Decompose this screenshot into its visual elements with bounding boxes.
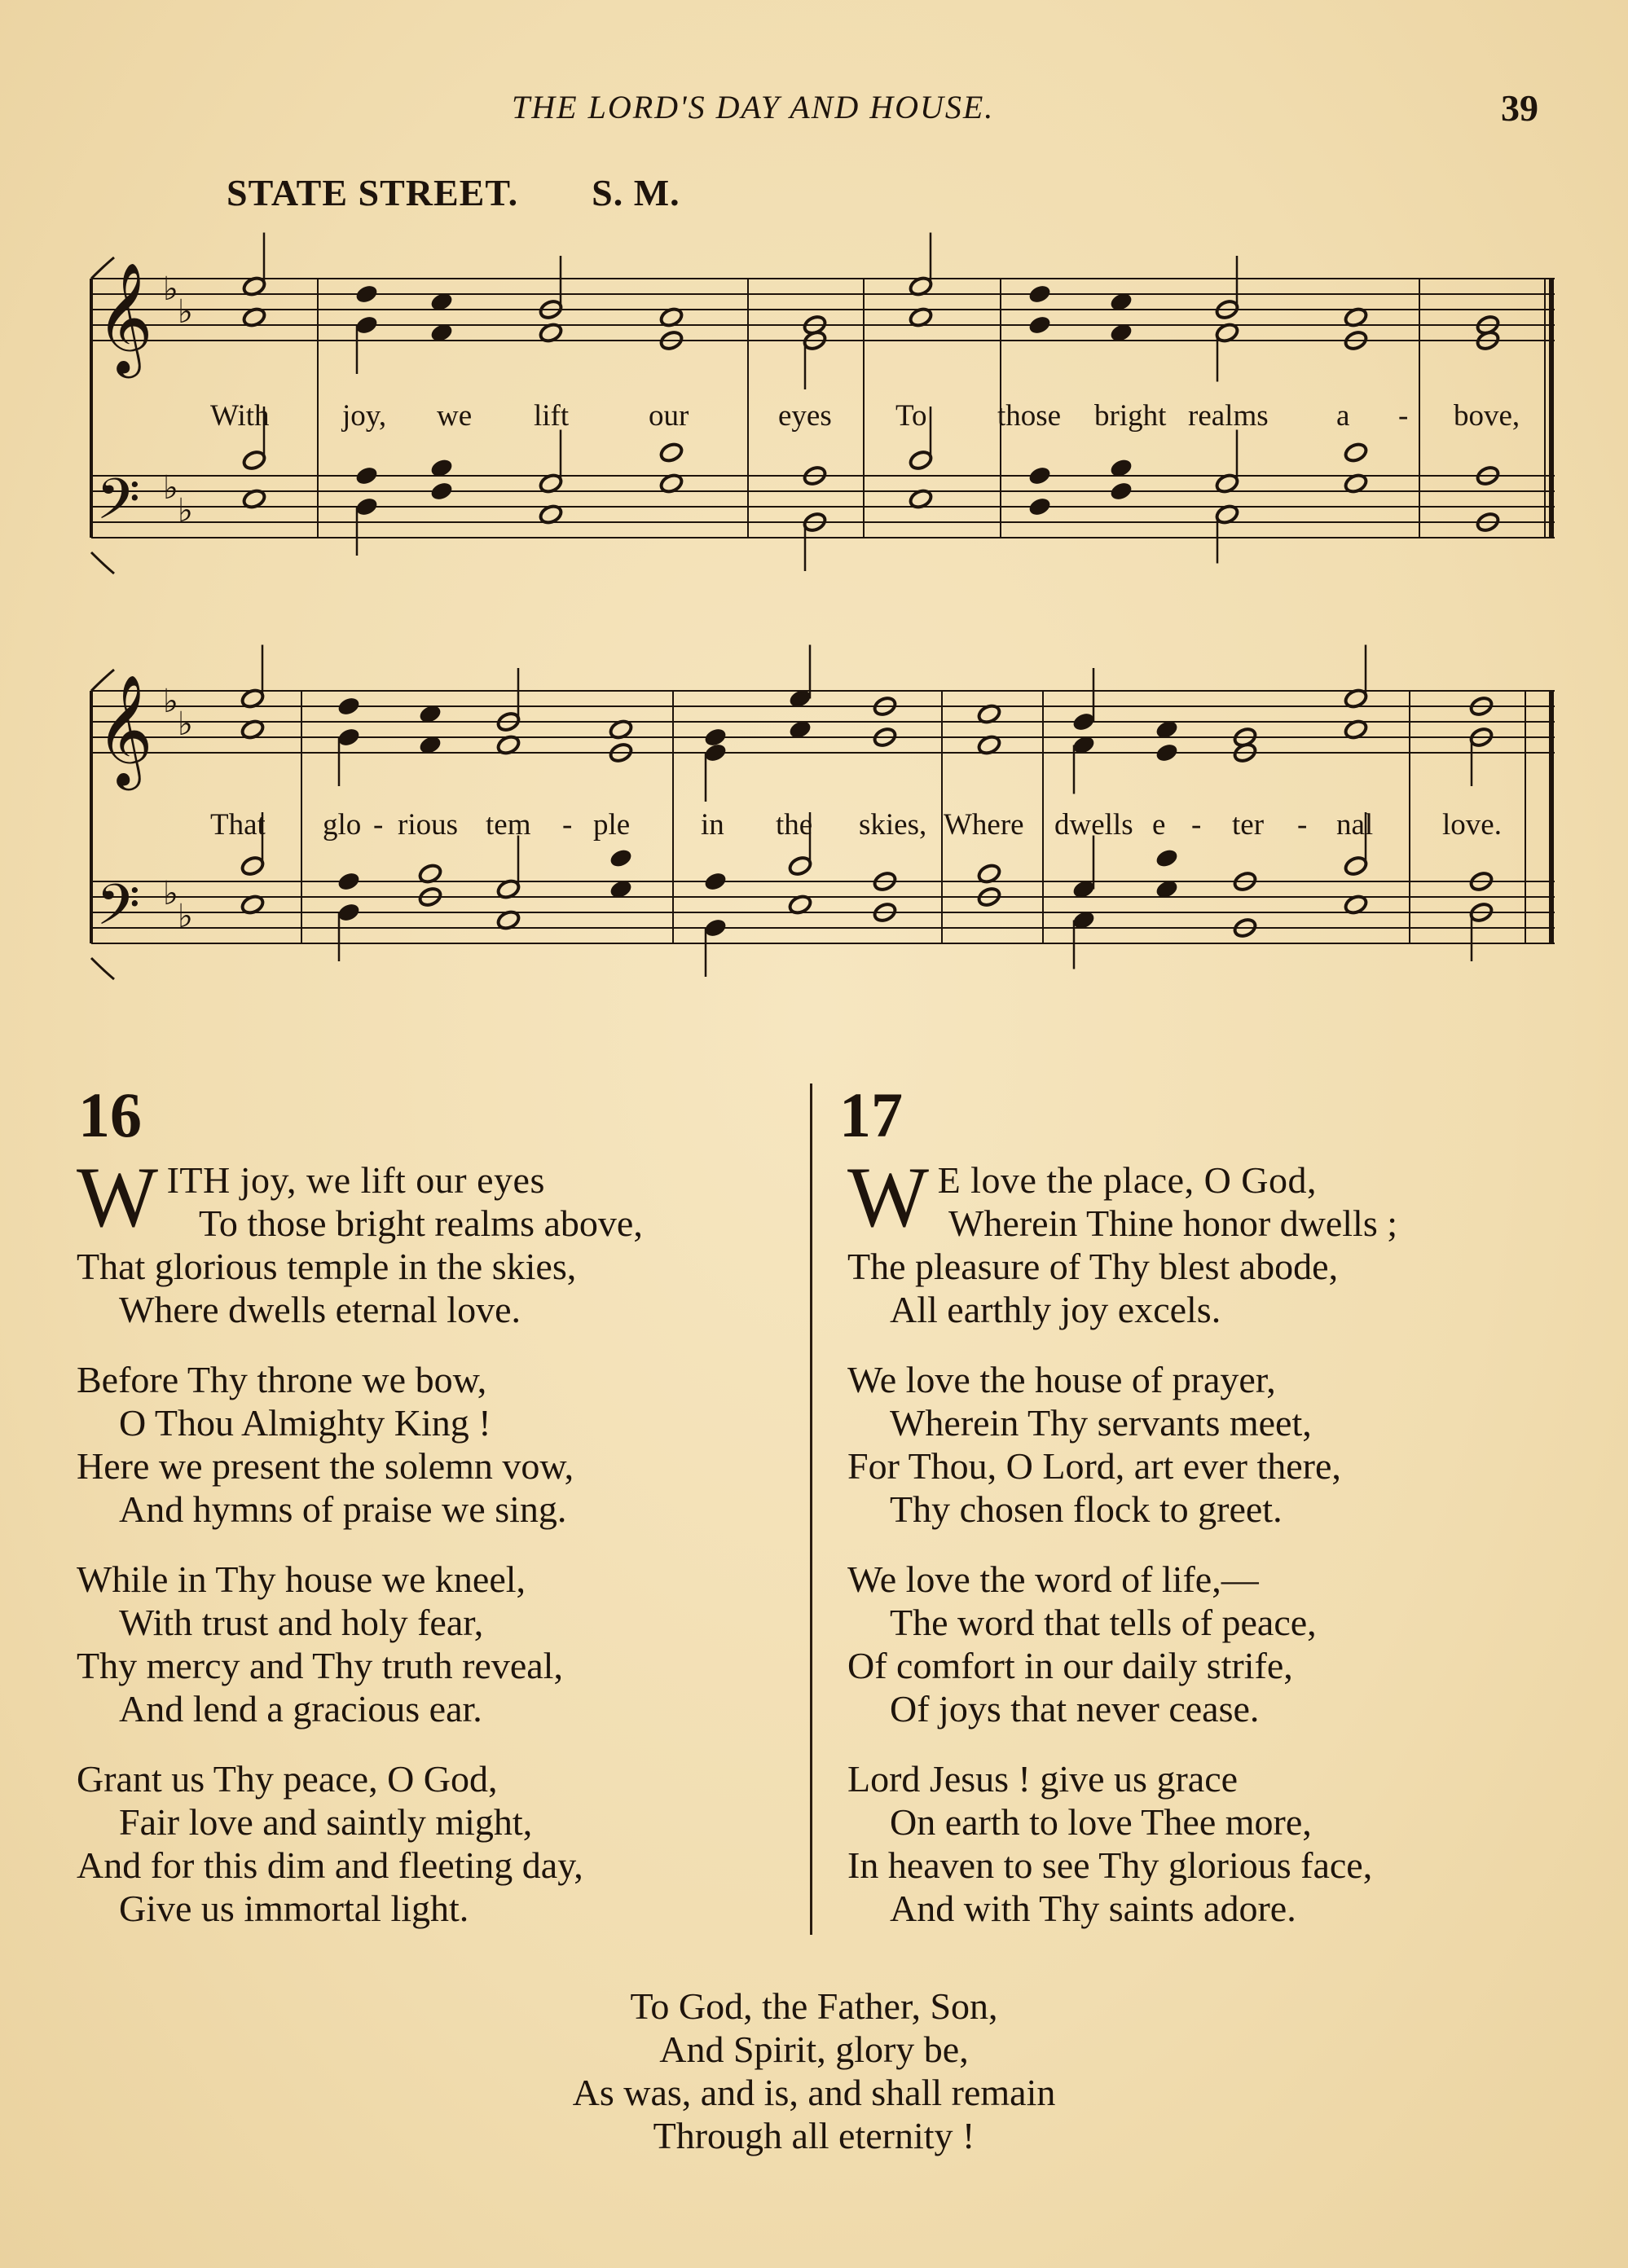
running-title: THE LORD'S DAY AND HOUSE. xyxy=(512,89,995,125)
verse-line: And for this dim and fleeting day, xyxy=(77,1844,583,1886)
lyric-syllable: dwells xyxy=(1054,808,1133,842)
quarter-note xyxy=(1027,314,1052,336)
verse-line-text: E love the place, O God, xyxy=(937,1159,1318,1201)
flat-sign: ♭ xyxy=(163,683,178,720)
lyric-syllable: rious xyxy=(398,808,458,842)
lyric-syllable: ter xyxy=(1232,808,1265,842)
hymn-17-text xyxy=(847,1149,1597,1957)
lyric-syllable: love. xyxy=(1442,808,1502,842)
doxology-line: Through all eternity ! xyxy=(653,2115,975,2156)
verse-line: Thy chosen flock to greet. xyxy=(890,1488,1283,1530)
verse-line: That glorious temple in the skies, xyxy=(77,1246,577,1287)
lyric-syllable: lift xyxy=(534,399,570,433)
quarter-note xyxy=(336,695,361,717)
lyric-syllable: Where xyxy=(944,808,1024,842)
half-note xyxy=(1343,442,1368,464)
verse-line: Grant us Thy peace, O God, xyxy=(77,1758,498,1800)
quarter-note xyxy=(354,283,379,305)
stanza xyxy=(847,1149,1597,1331)
lyric-syllable: ple xyxy=(593,808,631,842)
lyric-syllable: we xyxy=(437,399,473,433)
verse-line: And with Thy saints adore. xyxy=(890,1888,1296,1929)
system2-lyrics xyxy=(210,808,1502,842)
verse-line: While in Thy house we kneel, xyxy=(77,1558,526,1600)
lyric-syllable: a xyxy=(1336,399,1350,433)
verse-line: And hymns of praise we sing. xyxy=(119,1488,567,1530)
lyric-syllable: skies, xyxy=(859,808,927,842)
doxology-line: As was, and is, and shall remain xyxy=(572,2072,1056,2113)
verse-line: The word that tells of peace, xyxy=(890,1602,1317,1643)
lyric-syllable: With xyxy=(210,399,270,433)
music-score xyxy=(0,0,1628,1043)
verse-line: We love the house of prayer, xyxy=(847,1359,1276,1400)
quarter-note xyxy=(1154,847,1179,869)
lyric-syllable: bove, xyxy=(1454,399,1520,433)
quarter-note xyxy=(608,847,633,869)
stanza xyxy=(77,1149,802,1331)
verse-line: On earth to love Thee more, xyxy=(890,1801,1312,1843)
doxology xyxy=(0,1984,1628,2157)
drop-cap: W xyxy=(847,1149,930,1245)
lyric-syllable: realms xyxy=(1188,399,1269,433)
verse-line: Of comfort in our daily strife, xyxy=(847,1645,1293,1686)
flat-sign: ♭ xyxy=(178,293,193,331)
lyric-syllable: eyes xyxy=(778,399,832,433)
lyric-syllable: - xyxy=(1297,808,1308,842)
hymn-number: 17 xyxy=(839,1079,903,1150)
doxology-line: And Spirit, glory be, xyxy=(659,2028,969,2070)
flat-sign: ♭ xyxy=(178,492,193,530)
stanza xyxy=(847,1757,1597,1930)
flat-sign: ♭ xyxy=(163,875,178,912)
verse-line: Fair love and saintly might, xyxy=(119,1801,533,1843)
stanza xyxy=(77,1757,802,1930)
staff-lines xyxy=(91,279,1555,943)
quarter-note xyxy=(1154,741,1179,763)
lyric-syllable: - xyxy=(562,808,573,842)
lyric-syllable: bright xyxy=(1094,399,1167,433)
bass-clef: 𝄢 xyxy=(96,872,141,952)
verse-line: Where dwells eternal love. xyxy=(119,1289,521,1330)
verse-line: In heaven to see Thy glorious face, xyxy=(847,1844,1373,1886)
verse-line: To those bright realms above, xyxy=(199,1202,643,1244)
quarter-note xyxy=(1027,495,1052,517)
lyric-syllable: those xyxy=(997,399,1062,433)
flat-sign: ♭ xyxy=(163,469,178,507)
half-note xyxy=(658,442,684,464)
verse-line: Of joys that never cease. xyxy=(890,1688,1260,1730)
quarter-note xyxy=(336,870,361,892)
tune-name: STATE STREET. xyxy=(227,172,519,213)
verse-line: For Thou, O Lord, art ever there, xyxy=(847,1445,1341,1487)
lyric-syllable: e xyxy=(1152,808,1166,842)
flat-sign: ♭ xyxy=(178,898,193,935)
lyric-syllable: - xyxy=(373,808,384,842)
lyric-syllable: nal xyxy=(1336,808,1374,842)
verse-line: Thy mercy and Thy truth reveal, xyxy=(77,1645,563,1686)
verse-line: The pleasure of Thy blest abode, xyxy=(847,1246,1339,1287)
stanza xyxy=(847,1558,1597,1730)
verse-line: Wherein Thy servants meet, xyxy=(890,1402,1312,1444)
verse-line: We love the word of life,— xyxy=(847,1558,1259,1600)
system-brace-bottom xyxy=(91,552,114,574)
verse-line: Give us immortal light. xyxy=(119,1888,469,1929)
lyric-syllable: our xyxy=(649,399,689,433)
page-number: 39 xyxy=(1501,87,1538,129)
barlines xyxy=(91,257,1551,979)
hymn-number: 16 xyxy=(78,1079,142,1150)
quarter-note xyxy=(1108,480,1133,502)
lyric-syllable: in xyxy=(701,808,724,842)
notes xyxy=(240,233,1500,978)
system-brace-bottom xyxy=(91,958,114,979)
lyric-syllable: - xyxy=(1191,808,1202,842)
stanza xyxy=(77,1558,802,1730)
verse-line: With trust and holy fear, xyxy=(119,1602,484,1643)
verse-line: And lend a gracious ear. xyxy=(119,1688,482,1730)
verse-line: Lord Jesus ! give us grace xyxy=(847,1758,1239,1800)
quarter-note xyxy=(1027,283,1052,305)
doxology-line: To God, the Father, Son, xyxy=(630,1985,998,2027)
lyric-syllable: glo xyxy=(323,808,362,842)
quarter-note xyxy=(354,464,379,486)
lyric-syllable: the xyxy=(776,808,813,842)
clefs xyxy=(96,261,193,952)
lyric-syllable: joy, xyxy=(342,399,387,433)
bass-clef: 𝄢 xyxy=(96,466,141,546)
tune-meter: S. M. xyxy=(592,172,680,213)
treble-clef: 𝄞 xyxy=(96,673,153,785)
lyric-syllable: - xyxy=(1398,399,1409,433)
stanza xyxy=(847,1358,1597,1531)
verse-line-text: ITH joy, we lift our eyes xyxy=(166,1159,545,1201)
hymn-16-text xyxy=(77,1149,802,1957)
lyric-syllable: tem xyxy=(486,808,531,842)
verse-line: Wherein Thine honor dwells ; xyxy=(948,1202,1398,1244)
quarter-note xyxy=(1027,464,1052,486)
verse-line: O Thou Almighty King ! xyxy=(119,1402,491,1444)
column-divider xyxy=(810,1083,812,1935)
lyric-syllable: That xyxy=(210,808,266,842)
quarter-note xyxy=(429,480,454,502)
treble-clef: 𝄞 xyxy=(96,261,153,373)
verse-line: Before Thy throne we bow, xyxy=(77,1359,487,1400)
verse-line: All earthly joy excels. xyxy=(890,1289,1221,1330)
lyric-syllable: To xyxy=(895,399,927,433)
quarter-note xyxy=(702,870,728,892)
system1-lyrics xyxy=(210,399,1520,433)
verse-line: Here we present the solemn vow, xyxy=(77,1445,574,1487)
drop-cap: W xyxy=(77,1149,159,1245)
flat-sign: ♭ xyxy=(163,270,178,308)
flat-sign: ♭ xyxy=(178,705,193,743)
stanza xyxy=(77,1358,802,1531)
